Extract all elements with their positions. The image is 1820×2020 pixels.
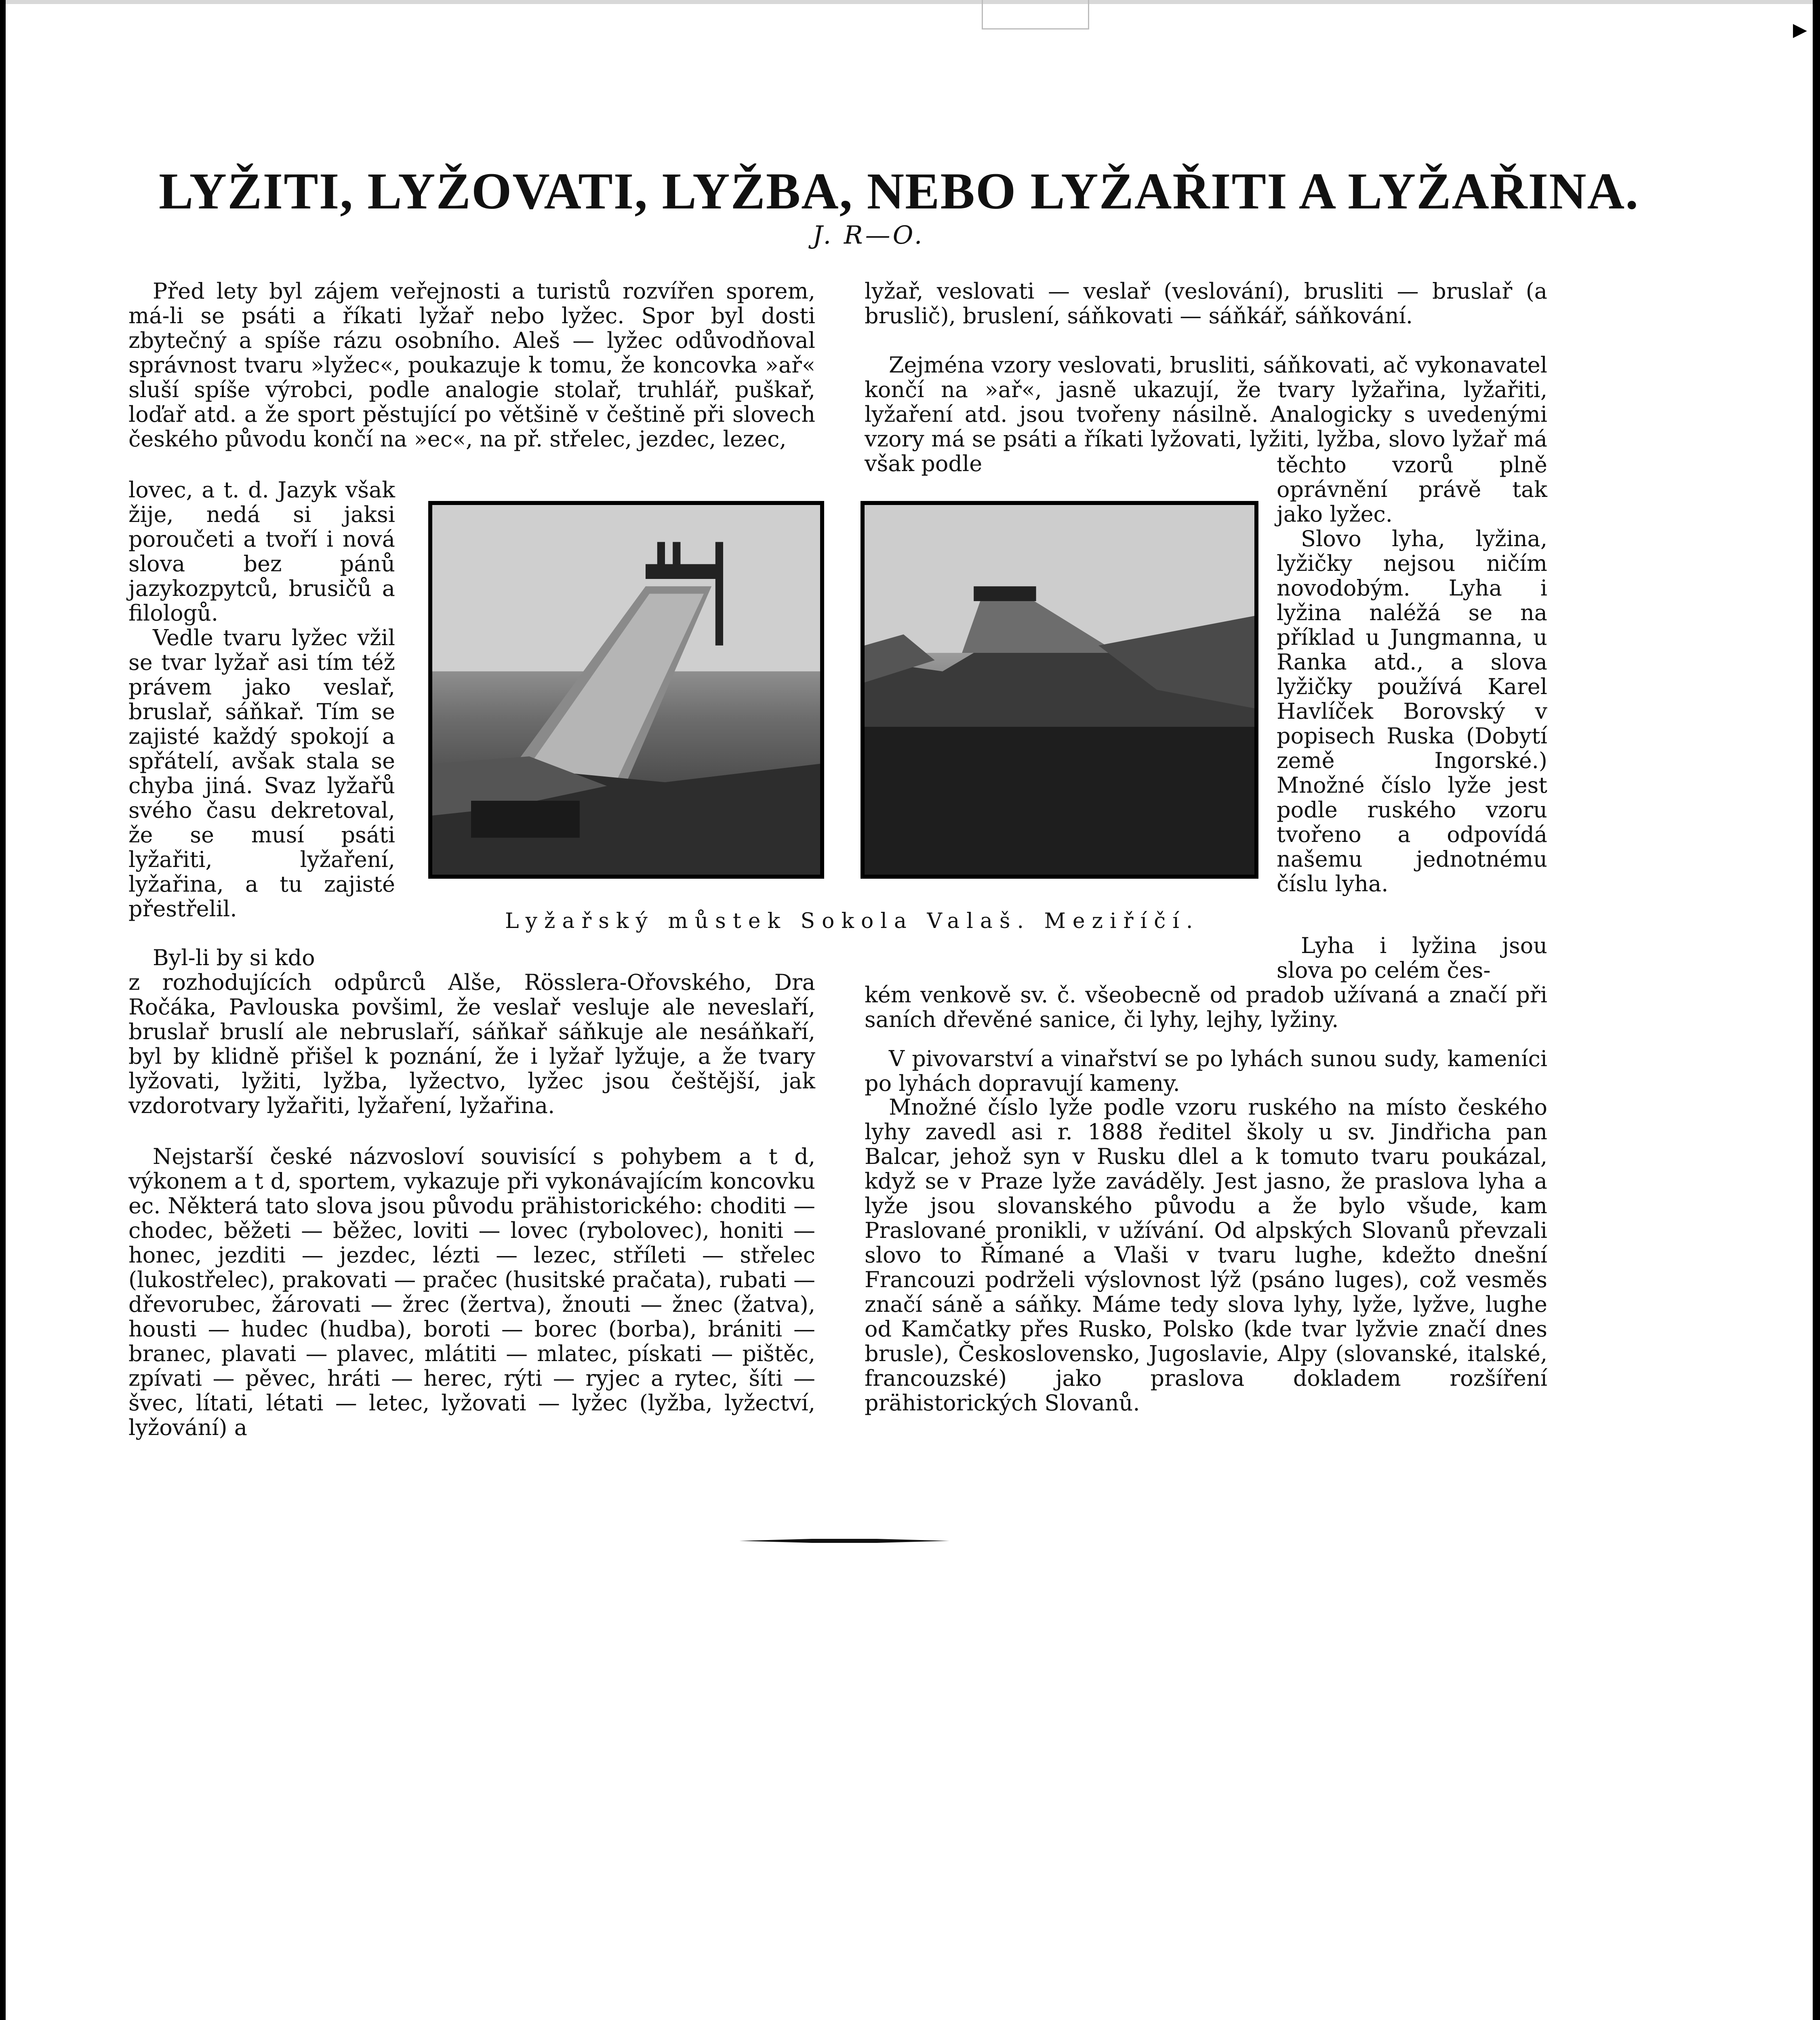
left-paragraph-3: z rozhodujících odpůrců Alše, Rösslera-Ořovského, Dra Ročáka, Pavlouska povšiml, že veslař vesluje ale neveslaří, bruslař bruslí ale nebruslaří, sáňkař sáňkuje ale nesáňkaří, byl by klidně přišel k poznání, že i lyžař lyžuje, a že tvary lyžovati, lyžiti, lyžba, lyžectvo, lyžec jsou češtější, jak vzdorotvary lyžařiti, lyžaření, lyžařina. <box>128 970 815 1118</box>
article-title: LYŽITI, LYŽOVATI, LYŽBA, NEBO LYŽAŘITI A LYŽAŘINA. <box>158 162 1639 220</box>
left-paragraph-4: Nejstarší české názvosloví souvisící s pohybem a t d, výkonem a t d, sportem, vykazuje při vykonávajícím koncovku ec. Některá tato slova jsou původu prähistorického: choditi — chodec, běžeti — běžec, loviti — lovec (rybolovec), honiti — honec, jezditi — jezdec, lézti — lezec, stříleti — střelec (lukostřelec), prakovati — pračec (husitské pračata), rubati — dřevorubec, žárovati — žrec (žertva), žnouti — žnec (žatva), housti — hudec (hudba), boroti — borec (borba), brániti — branec, plavati — plavec, mlátiti — mlatec, pískati — pištěc, zpívati — pěvec, hráti — herec, rýti — ryjec a rytec, šíti — švec, lítati, létati — letec, lyžovati — lyžec (lyžba, lyžectví, lyžování) a <box>128 1144 815 1440</box>
right-paragraph-3: Slovo lyha, lyžina, lyžičky nejsou ničím novodobým. Lyha i lyžina naléžá se na příklad u Jungmanna, u Ranka atd., a slova lyžičky používá Karel Havlíček Borovský v popisech Ruska (Dobytí země Ingorské.) Množné číslo lyže jest podle ruského vzoru tvořeno a odpovídá našemu jednotnému číslu lyha. <box>1277 526 1547 896</box>
figure-caption: Lyžařský můstek Sokola Valaš. Meziříčí. <box>505 909 1200 933</box>
right-paragraph-6: Množné číslo lyže podle vzoru ruského na místo českého lyhy zavedl asi r. 1888 ředitel školy u sv. Jindřicha pan Balcar, jehož syn v Rusku dlel a k tomuto tvaru poukázal, když se v Praze lyže zaváděly. Jest jasno, že praslova lyha a lyže jsou slovanského původu a že bylo všude, kam Praslované pronikli, v užívání. Od alpských Slovanů převzali slovo to Římané a Vlaši v tvaru lughe, kdežto dnešní Francouzi podrželi výslovnost lýž (psáno luges), což vesměs značí sáně a sáňky. Máme tedy slova lyhy, lyže, lyžve, lughe od Kamčatky přes Rusko, Polsko (kde tvar lyžvie značí dnes brusle), Československo, Jugoslavie, Alpy (slovanské, italské, francouzské) jako praslova dokladem rozšíření prähistorických Slovanů. <box>865 1094 1547 1416</box>
left-paragraph-2: Vedle tvaru lyžec vžil se tvar lyžař asi tím též právem jako veslař, bruslař, sáňkař. Tím se zajisté každý spokojí a spřátelí, avšak stala se chyba jiná. Svaz lyžařů svého času dekretoval, že se musí psáti lyžařiti, lyžaření, lyžařina, a tu zajisté přestřelil. <box>128 625 395 922</box>
corner-mark: ▸ <box>1793 12 1807 45</box>
left-paragraph-1: Před lety byl zájem veřejnosti a turistů rozvířen sporem, má-li se psáti a říkati lyžař nebo lyžec. Spor byl dosti zbytečný a spíše rázu osobního. Aleš — lyžec odůvodňoval správnost tvaru »lyžec«, poukazuje k tomu, že koncovka »ař« sluší spíše výrobci, podle analogie stolař, truhlář, puškař, loďař atd. a že sport pěstující po většině v češtině při slovech českého původu končí na »ec«, na př. střelec, jezdec, lezec, <box>128 278 815 452</box>
right-paragraph-5: V pivovarství a vinařství se po lyhách sunou sudy, kameníci po lyhách dopravují kameny. <box>865 1046 1547 1096</box>
right-paragraph-2-narrow: těchto vzorů plně oprávnění právě tak jako lyžec. <box>1277 452 1547 527</box>
right-paragraph-4: kém venkově sv. č. všeobecně od pradob užívaná a značí při saních dřevěné sanice, či lyhy, lejhy, lyžiny. <box>865 982 1547 1032</box>
left-paragraph-3-start: Byl-li by si kdo <box>153 945 315 970</box>
photo-ski-jump-tower <box>428 501 824 879</box>
article-author: J. R—O. <box>812 220 925 250</box>
ski-jump-ramp-image <box>865 505 1254 875</box>
right-paragraph-4-start: Lyha i lyžina jsou slova po celém čes- <box>1277 933 1547 983</box>
ski-jump-tower-image <box>432 505 820 875</box>
end-rule <box>739 1538 949 1543</box>
photo-ski-jump-ramp <box>861 501 1258 879</box>
left-paragraph-1-narrow: lovec, a t. d. Jazyk však žije, nedá si jaksi poroučeti a tvoří i nová slova bez pánů jazykozpytců, brusičů a filologů. <box>128 477 395 626</box>
right-paragraph-1: lyžař, veslovati — veslař (veslování), brusliti — bruslař (a bruslič), bruslení, sáňkovati — sáňkář, sáňkování. <box>865 278 1547 328</box>
right-paragraph-2: Zejména vzory veslovati, brusliti, sáňkovati, ač vykonavatel končí na »ař«, jasně ukazují, že tvary lyžařina, lyžařiti, lyžaření atd. jsou tvořeny násilně. Analogicky s uvedenými vzory má se psáti a říkati lyžovati, lyžiti, lyžba, slovo lyžař má však podle <box>865 352 1547 476</box>
